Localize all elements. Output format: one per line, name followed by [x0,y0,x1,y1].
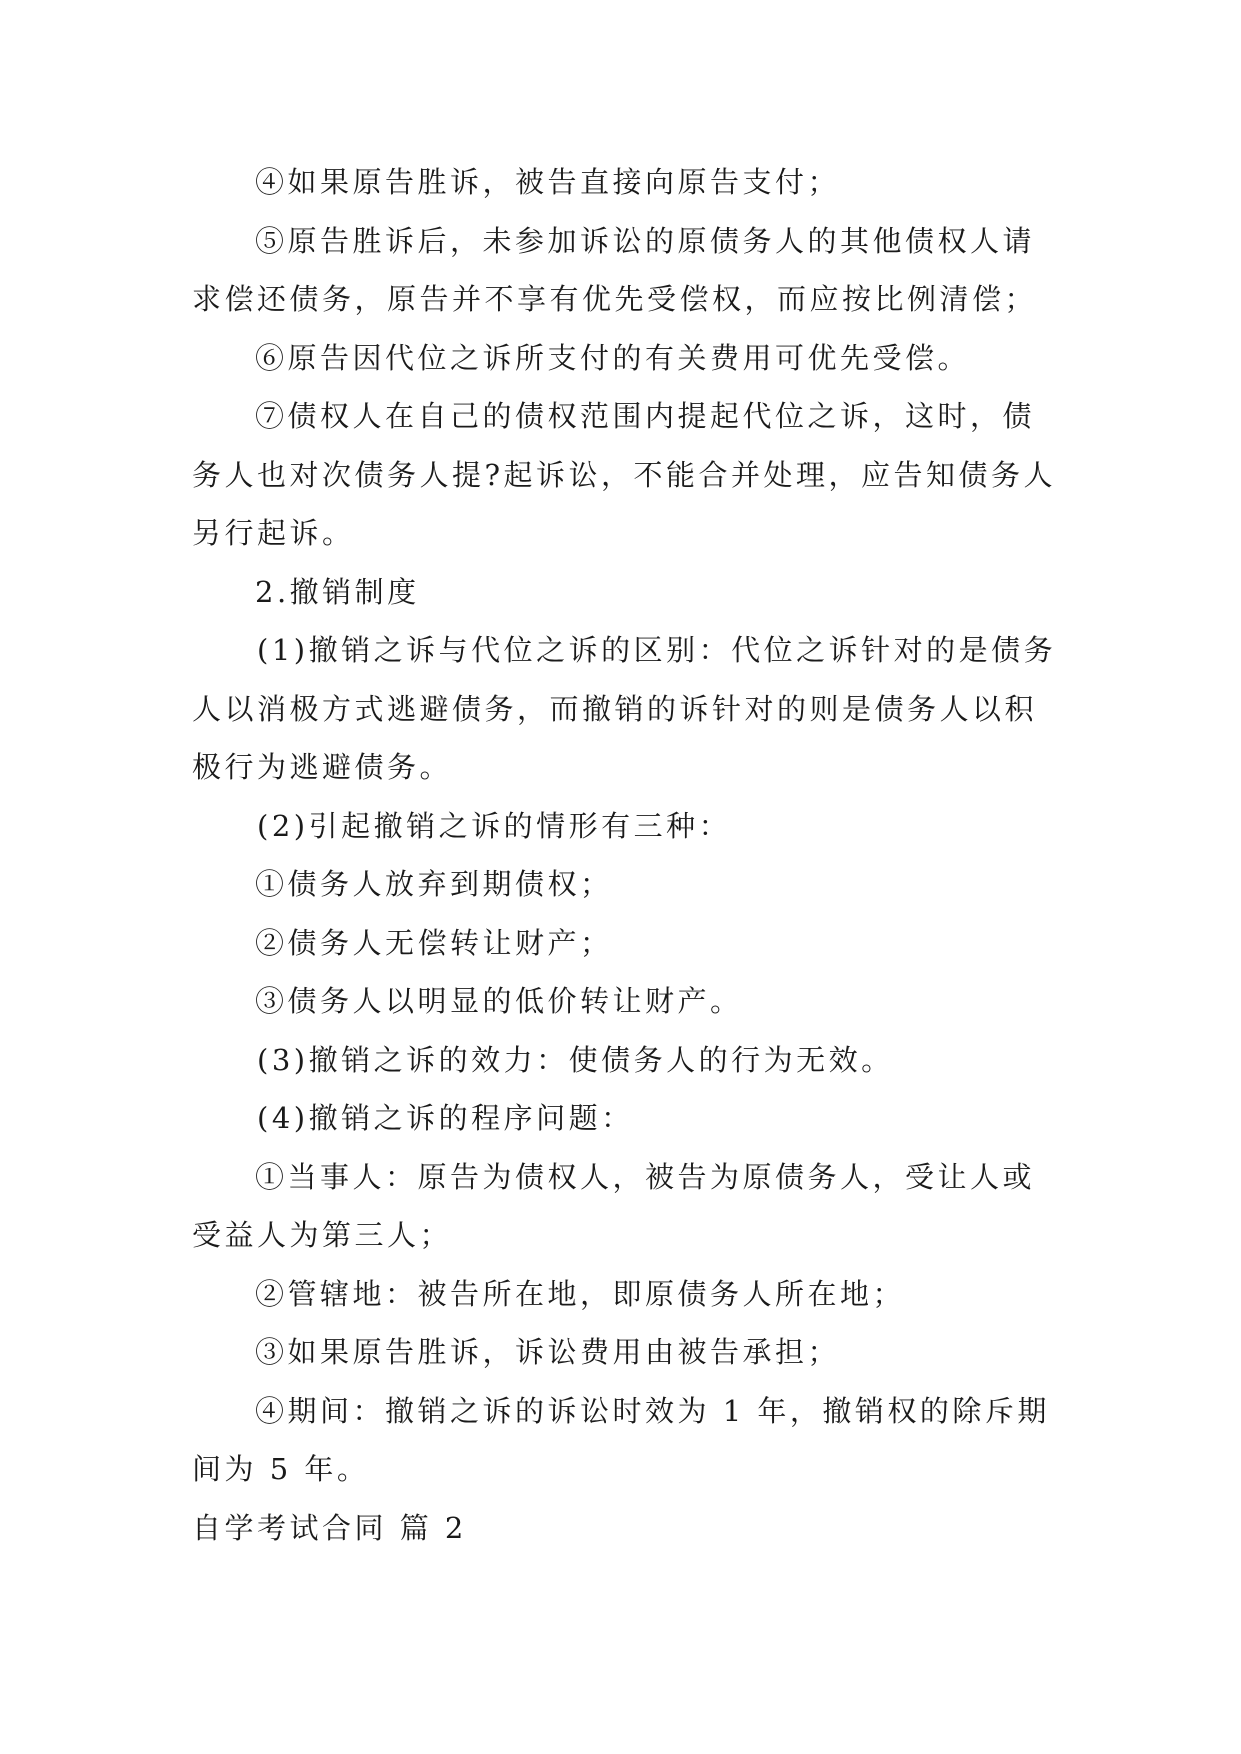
paragraph-point-2: (2)引起撤销之诉的情形有三种： [257,808,732,843]
paragraph-item-4: ④如果原告胜诉，被告直接向原告支付； [255,165,841,199]
procedure-item-4: ④期间：撤销之诉的诉讼时效为 1 年，撤销权的除斥期间为 5 年。 [192,1393,1050,1486]
list-item-2: ②债务人无偿转让财产； [255,925,613,960]
paragraph-item-7: ⑦债权人在自己的债权范围内提起代位之诉，这时，债务人也对次债务人提?起诉讼，不能合并处理，应告知债务人另行起诉。 [192,399,1057,550]
list-item-3: ③债务人以明显的低价转让财产。 [255,984,743,1018]
paragraph-item-6: ⑥原告因代位之诉所支付的有关费用可优先受偿。 [255,340,971,375]
paragraph-point-1: (1)撤销之诉与代位之诉的区别：代位之诉针对的是债务人以消极方式逃避债务，而撤销的诉针对的则是债务人以积极行为逃避债务。 [192,633,1057,784]
section-title: 自学考试合同 篇 2 [192,1510,467,1545]
procedure-item-2: ②管辖地：被告所在地，即原债务人所在地； [255,1276,906,1311]
paragraph-point-4: (4)撤销之诉的程序问题： [257,1101,634,1135]
procedure-item-3: ③如果原告胜诉，诉讼费用由被告承担； [255,1335,841,1369]
paragraph-item-5: ⑤原告胜诉后，未参加诉讼的原债务人的其他债权人请求偿还债务，原告并不享有优先受偿权，而应按比例清偿； [192,223,1038,316]
list-item-1: ①债务人放弃到期债权； [255,867,613,901]
subsection-heading: 2.撤销制度 [255,574,420,609]
procedure-item-1: ①当事人：原告为债权人，被告为原债务人，受让人或受益人为第三人； [192,1159,1036,1252]
document-body [192,153,1058,1557]
paragraph-point-3: (3)撤销之诉的效力：使债务人的行为无效。 [257,1042,894,1077]
